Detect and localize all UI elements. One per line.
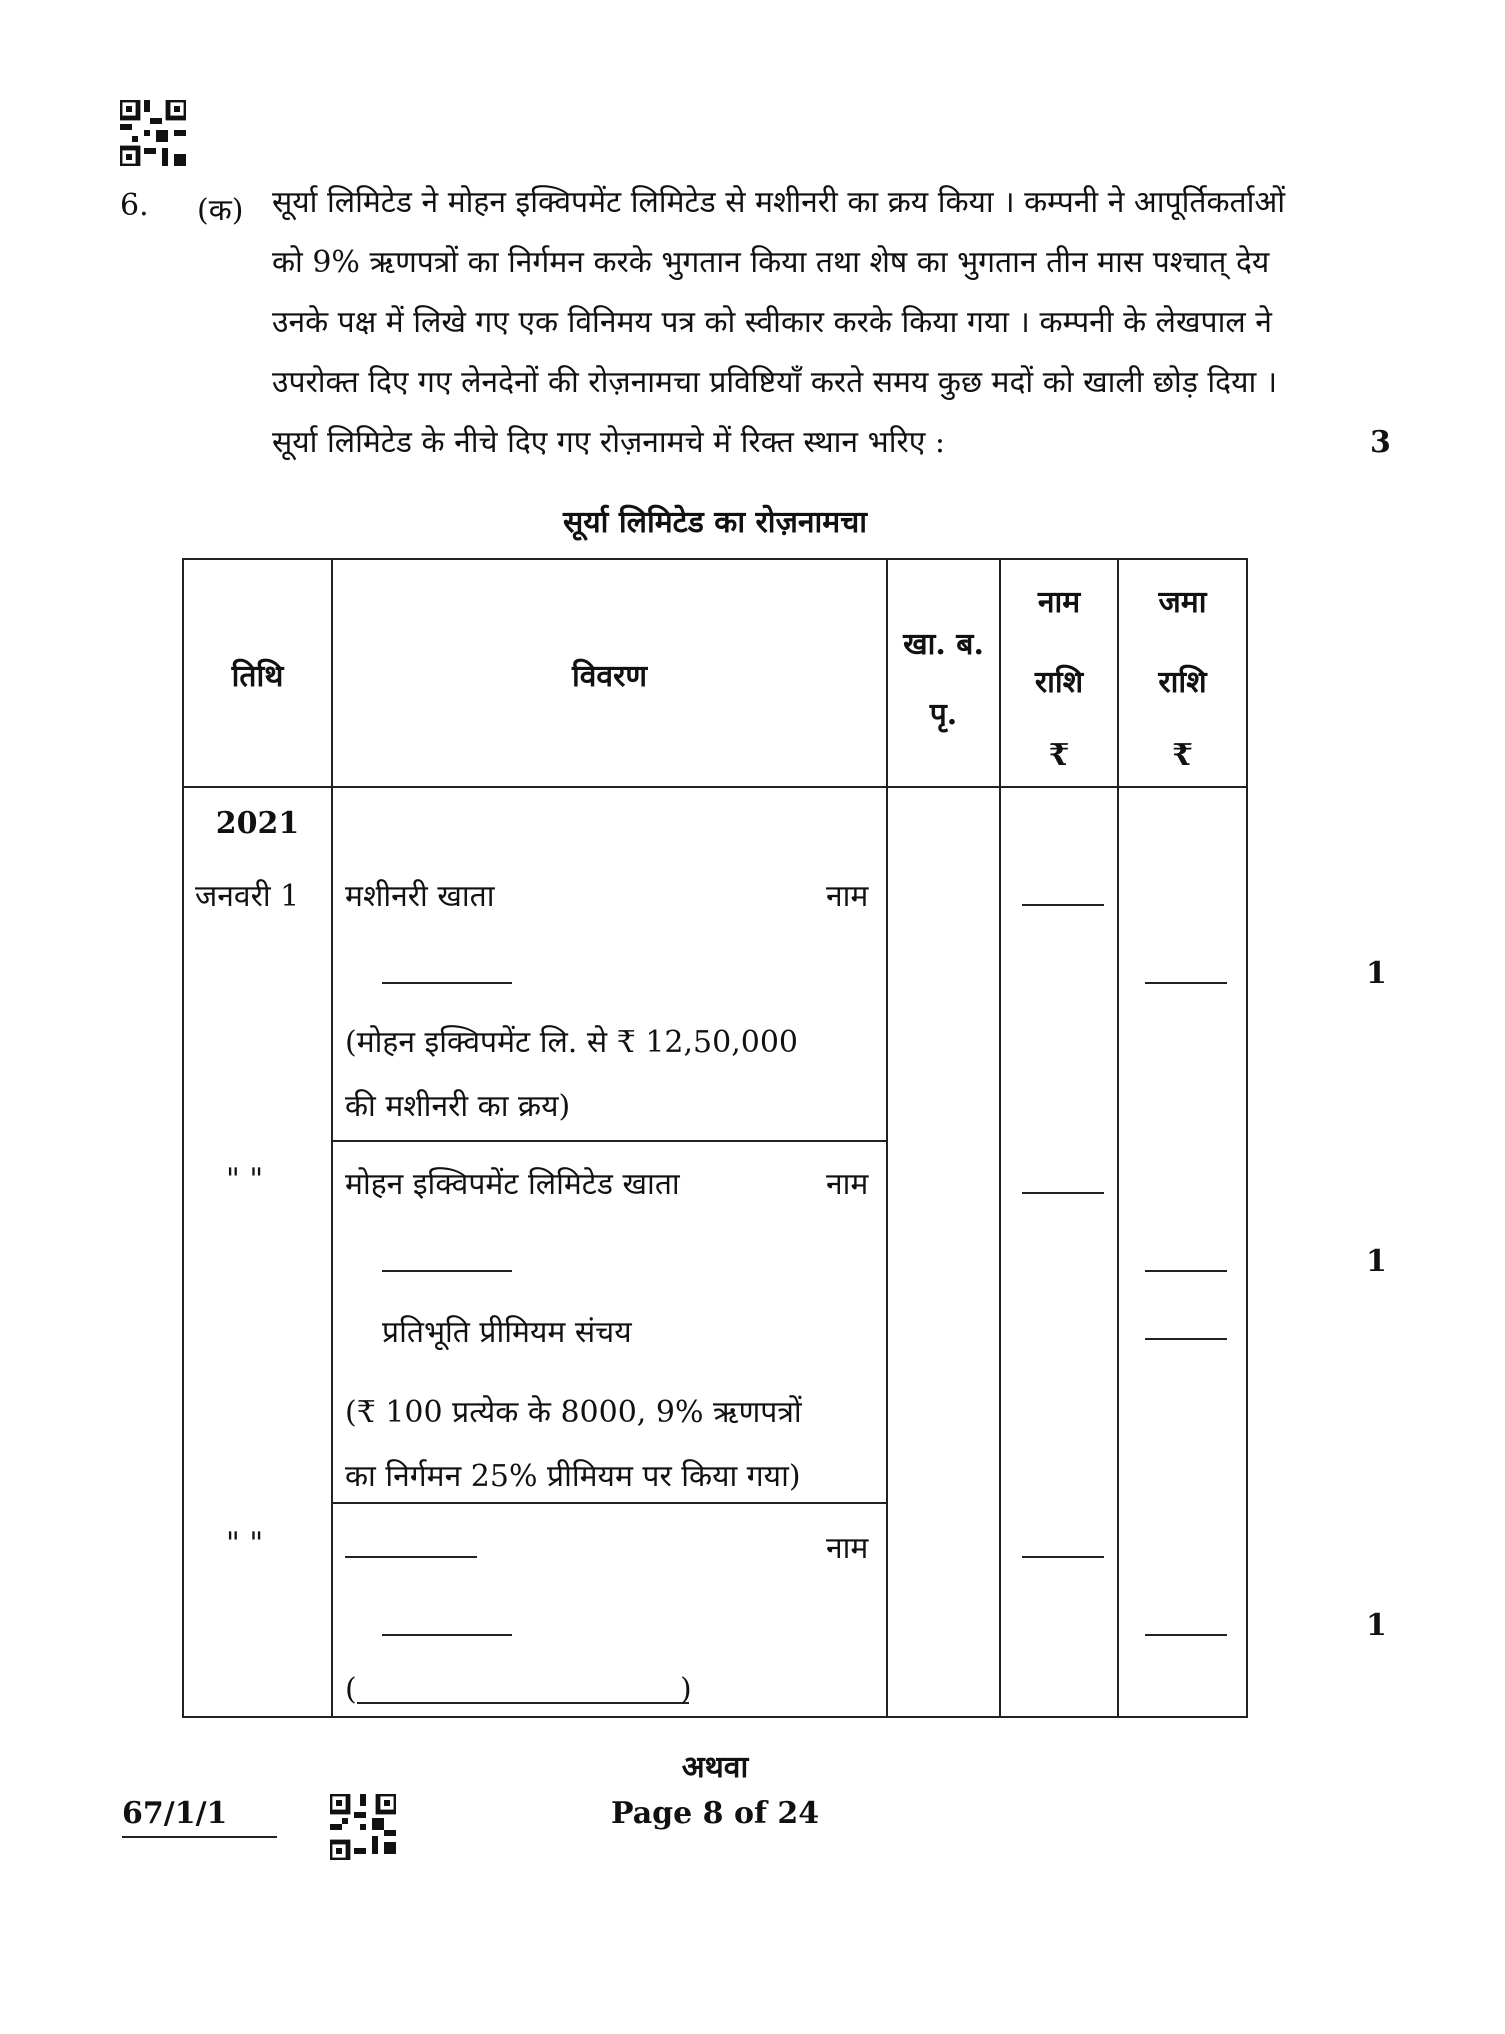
- narration-line: (₹ 100 प्रत्येक के 8000, 9% ऋणपत्रों: [345, 1395, 802, 1430]
- entry-date: " ": [226, 1526, 264, 1561]
- entry-date: जनवरी 1: [195, 879, 300, 914]
- credit-account: प्रतिभूति प्रीमियम संचय: [382, 1315, 632, 1350]
- dr-label: नाम: [826, 879, 869, 914]
- paper-code: 67/1/1: [122, 1796, 228, 1831]
- question-marks: 3: [1370, 425, 1391, 460]
- question-line: सूर्या लिमिटेड के नीचे दिए गए रोज़नामचे में रिक्त स्थान भरिए :: [272, 425, 945, 460]
- question-line: सूर्या लिमिटेड ने मोहन इक्विपमेंट लिमिटेड से मशीनरी का क्रय किया । कम्पनी ने आपूर्तिकर्ताओं: [272, 185, 1286, 220]
- header-particulars: विवरण: [571, 659, 648, 694]
- entry-marks: 1: [1366, 1608, 1387, 1643]
- blank-debit-amount[interactable]: [1022, 1192, 1104, 1194]
- question-line: को 9% ऋणपत्रों का निर्गमन करके भुगतान किया तथा शेष का भुगतान तीन मास पश्चात् देय: [272, 245, 1270, 280]
- dr-label: नाम: [826, 1531, 869, 1566]
- blank-debit-account[interactable]: [345, 1556, 477, 1558]
- narration-line: (मोहन इक्विपमेंट लि. से ₹ 12,50,000: [345, 1025, 798, 1060]
- entry-marks: 1: [1366, 1244, 1387, 1279]
- narration-line: की मशीनरी का क्रय): [345, 1089, 571, 1124]
- question-number: 6.: [120, 188, 149, 223]
- header-debit-line1: नाम: [1037, 585, 1081, 620]
- question-line: उनके पक्ष में लिखे गए एक विनिमय पत्र को स्वीकार करके किया गया । कम्पनी के लेखपाल ने: [272, 305, 1272, 340]
- blank-credit-amount[interactable]: [1145, 1270, 1227, 1272]
- or-label: अथवा: [681, 1750, 749, 1785]
- entry-marks: 1: [1366, 956, 1387, 991]
- year-label: 2021: [215, 806, 300, 841]
- header-date: तिथि: [231, 659, 284, 694]
- page-number: Page 8 of 24: [610, 1796, 820, 1831]
- blank-credit-amount[interactable]: [1145, 982, 1227, 984]
- blank-debit-amount[interactable]: [1022, 1556, 1104, 1558]
- question-line: उपरोक्त दिए गए लेनदेनों की रोज़नामचा प्रविष्टियाँ करते समय कुछ मदों को खाली छोड़ दिया ।: [272, 365, 1278, 400]
- blank-debit-amount[interactable]: [1022, 904, 1104, 906]
- dr-label: नाम: [826, 1167, 869, 1202]
- question-part-label: (क): [197, 193, 244, 228]
- header-debit-line2: राशि: [1034, 665, 1084, 700]
- question-text: [272, 185, 1332, 488]
- header-credit-line2: राशि: [1158, 665, 1207, 700]
- qr-code-icon: [120, 100, 186, 166]
- header-credit-line1: जमा: [1158, 585, 1207, 620]
- narration-open-paren: (: [345, 1672, 357, 1707]
- narration-line: का निर्गमन 25% प्रीमियम पर किया गया): [345, 1459, 801, 1494]
- blank-narration[interactable]: [357, 1702, 689, 1704]
- debit-account: मोहन इक्विपमेंट लिमिटेड खाता: [345, 1167, 680, 1202]
- narration-close-paren: ): [680, 1672, 692, 1707]
- blank-credit-amount[interactable]: [1145, 1634, 1227, 1636]
- blank-credit-account[interactable]: [382, 1270, 512, 1272]
- header-lf-line1: खा. ब.: [903, 627, 984, 662]
- header-credit-currency: ₹: [1172, 738, 1193, 773]
- header-debit-currency: ₹: [1048, 738, 1070, 773]
- blank-credit-amount[interactable]: [1145, 1338, 1227, 1340]
- debit-account: मशीनरी खाता: [345, 879, 495, 914]
- blank-credit-account[interactable]: [382, 1634, 512, 1636]
- paper-code-underline: [122, 1836, 277, 1838]
- entry-date: " ": [226, 1162, 264, 1197]
- blank-credit-account[interactable]: [382, 982, 512, 984]
- header-lf-line2: पृ.: [929, 697, 958, 732]
- journal-title: सूर्या लिमिटेड का रोज़नामचा: [562, 505, 868, 540]
